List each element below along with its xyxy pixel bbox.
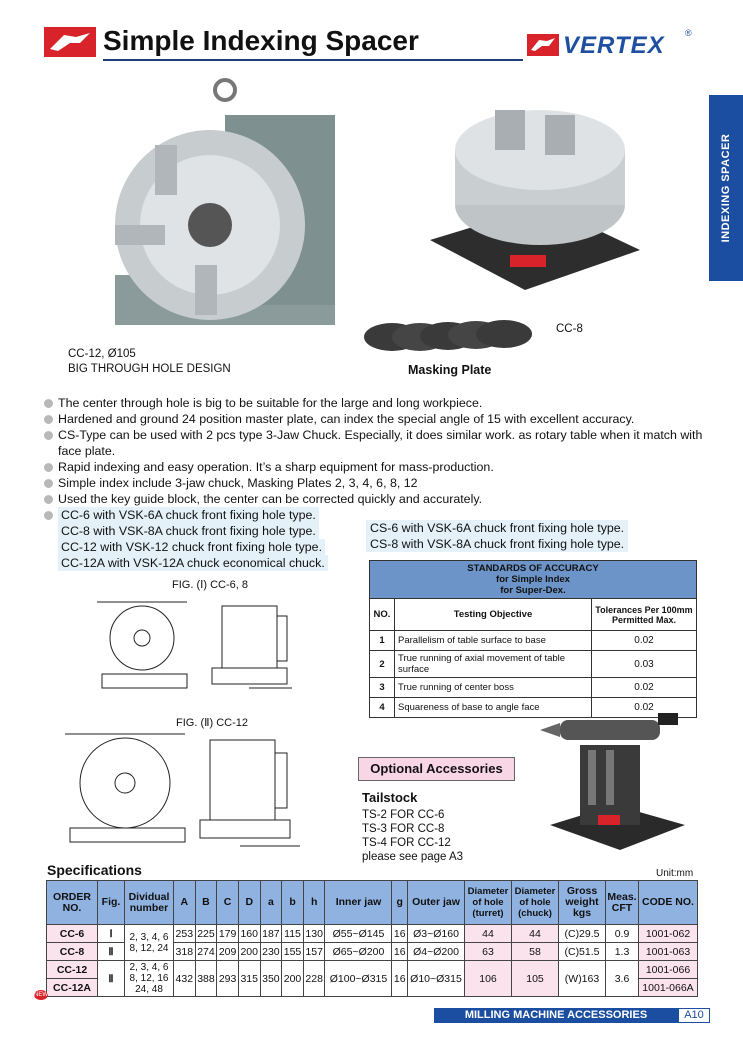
table-row: CC-8 Ⅱ 318 274 209 200 230 155 157 Ø65~Ø200 16 Ø4~Ø200 63 58 (C)51.5 1.3 1001-063 <box>47 943 698 961</box>
table-row: CC-6 Ⅰ 2, 3, 4, 6 8, 12, 24 253 225 179 160 187 115 130 Ø55~Ø145 16 Ø3~Ø160 44 44 (C)29.5 0.9 1001-062 <box>47 925 698 943</box>
feature-item: Simple index include 3-jaw chuck, Masking Plates 2, 3, 4, 6, 8, 12 <box>44 475 704 491</box>
accuracy-title: STANDARDS OF ACCURACY for Simple Index for Super-Dex. <box>370 561 697 599</box>
fig2-drawing <box>60 728 310 858</box>
side-tab-label: INDEXING SPACER <box>720 133 732 243</box>
tailstock-photo <box>540 705 690 855</box>
col-h: h <box>303 881 325 925</box>
table-row: 2 True running of axial movement of table surface 0.03 <box>370 651 697 678</box>
feature-item: CS-Type can be used with 2 pcs type 3-Jaw Chuck. Especially, it does similar work. as rotary table when it match with face plate. <box>44 427 704 459</box>
table-row: 3 True running of center boss 0.02 <box>370 678 697 698</box>
col-tolerance: Tolerances Per 100mm Permitted Max. <box>592 599 697 631</box>
eagle-logo-icon <box>44 27 96 57</box>
brand-name: VERTEX <box>563 32 665 59</box>
eagle-flag-icon <box>527 34 559 56</box>
col-outer-jaw: Outer jaw <box>408 881 465 925</box>
masking-plate-label: Masking Plate <box>408 363 492 377</box>
feature-item: Used the key guide block, the center can be corrected quickly and accurately. <box>44 491 704 507</box>
col-no: NO. <box>370 599 395 631</box>
table-row: CC-12 Ⅱ 2, 3, 4, 6 8, 12, 16 24, 48 432 388 293 315 350 200 228 Ø100~Ø315 16 Ø10~Ø315 106 105 (W)163 3.6 1001-066 <box>47 961 698 979</box>
footer-section-label: MILLING MACHINE ACCESSORIES <box>434 1008 678 1023</box>
cc-note: CC-12 with VSK-12 chuck front fixing hole type. <box>58 539 325 555</box>
col-objective: Testing Objective <box>395 599 592 631</box>
tailstock-item: please see page A3 <box>362 851 464 863</box>
cc-note: CC-8 with VSK-8A chuck front fixing hole type. <box>58 523 319 539</box>
feature-item: Rapid indexing and easy operation. It’s a sharp equipment for mass-production. <box>44 459 704 475</box>
table-row: 4 Squareness of base to angle face 0.02 <box>370 698 697 718</box>
fig2-label: FIG. (Ⅱ) CC-12 <box>176 717 249 729</box>
col-d-upper: D <box>238 881 260 925</box>
tailstock-item: TS-3 FOR CC-8 <box>362 823 445 835</box>
col-hole-turret: Diameter of hole (turret) <box>465 881 512 925</box>
cc8-product-photo <box>425 90 645 305</box>
cc-note: CC-12A with VSK-12A chuck economical chuck. <box>58 555 328 571</box>
page-title: Simple Indexing Spacer <box>103 25 419 56</box>
section-side-tab <box>709 95 743 281</box>
fig1-label: FIG. (Ⅰ) CC-6, 8 <box>172 579 248 591</box>
specifications-title: Specifications <box>47 862 142 878</box>
col-a-lower: a <box>260 881 282 925</box>
accuracy-table <box>369 560 697 718</box>
fig1-drawing <box>92 596 307 696</box>
col-order: ORDER NO. <box>47 881 98 925</box>
masking-plates-image <box>362 312 534 362</box>
optional-accessories-label: Optional Accessories <box>358 757 515 781</box>
table-row: CC-12A 1001-066A <box>47 979 698 997</box>
col-hole-chuck: Diameter of hole (chuck) <box>512 881 559 925</box>
cc-note: CC-6 with VSK-6A chuck front fixing hole type. <box>58 507 319 523</box>
col-b-lower: b <box>282 881 304 925</box>
tailstock-item: TS-2 FOR CC-6 <box>362 809 445 821</box>
unit-label: Unit:mm <box>656 868 694 879</box>
tailstock-title: Tailstock <box>362 790 418 805</box>
col-b-upper: B <box>195 881 217 925</box>
photo2-caption: CC-8 <box>556 323 583 335</box>
col-inner-jaw: Inner jaw <box>325 881 392 925</box>
tailstock-list <box>362 808 463 864</box>
col-c-upper: C <box>217 881 239 925</box>
feature-item: Hardened and ground 24 position master plate, can index the special angle of 15 with excellent accuracy. <box>44 411 704 427</box>
specifications-table <box>46 880 698 997</box>
registered-mark: ® <box>685 28 692 38</box>
col-dividual: Dividual number <box>125 881 174 925</box>
photo1-caption-model: CC-12, Ø105 <box>68 348 136 360</box>
cs-note: CS-8 with VSK-8A chuck front fixing hole type. <box>370 537 625 551</box>
page-number: A10 <box>678 1008 710 1023</box>
cs-notes <box>366 520 628 552</box>
col-g: g <box>392 881 408 925</box>
col-weight: Gross weight kgs <box>559 881 606 925</box>
vertex-brand-logo <box>527 28 695 62</box>
cs-note: CS-6 with VSK-6A chuck front fixing hole type. <box>370 521 625 535</box>
col-fig: Fig. <box>98 881 125 925</box>
feature-item: The center through hole is big to be suitable for the large and long workpiece. <box>44 395 704 411</box>
title-underline <box>103 59 523 61</box>
col-a-upper: A <box>174 881 196 925</box>
col-cft: Meas. CFT <box>606 881 639 925</box>
table-row: 1 Parallelism of table surface to base 0.02 <box>370 631 697 651</box>
photo1-caption-design: BIG THROUGH HOLE DESIGN <box>68 363 231 375</box>
cc12-product-photo <box>95 75 357 337</box>
col-code: CODE NO. <box>639 881 698 925</box>
new-badge: NEW <box>34 992 48 998</box>
tailstock-item: TS-4 FOR CC-12 <box>362 837 451 849</box>
